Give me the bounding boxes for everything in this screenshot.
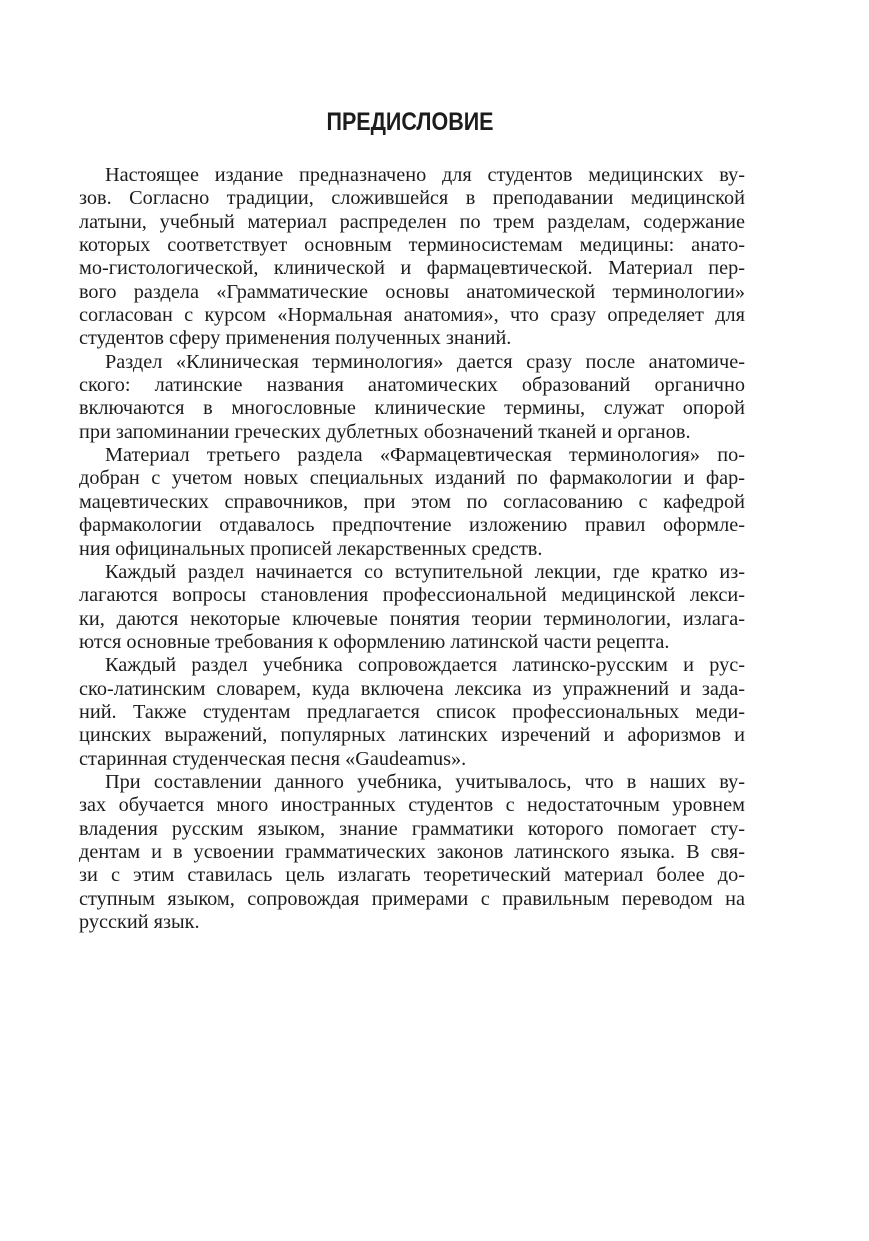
- text-line: зи с этим ставилась цель излагать теоретический материал более до-: [79, 864, 745, 887]
- text-line: согласован с курсом «Нормальная анатомия», что сразу определяет для: [79, 304, 745, 327]
- text-line: добран с учетом новых специальных изданий по фармакологии и фар-: [79, 467, 745, 490]
- preface-body: [79, 164, 745, 934]
- text-line: цинских выражений, популярных латинских изречений и афоризмов и: [79, 724, 745, 747]
- text-line: При составлении данного учебника, учитывалось, что в наших ву-: [105, 770, 745, 793]
- text-line: ний. Также студентам предлагается список профессиональных меди-: [79, 700, 745, 723]
- text-line: мацевтических справочников, при этом по согласованию с кафедрой: [79, 490, 745, 513]
- paragraph: [79, 561, 745, 654]
- text-line: ния официнальных прописей лекарственных средств.: [79, 537, 543, 560]
- text-line: Раздел «Клиническая терминология» дается сразу после анатомиче-: [105, 350, 745, 373]
- text-line: старинная студенческая песня «Gaudeamus».: [79, 747, 467, 770]
- text-line: Материал третьего раздела «Фармацевтическая терминология» по-: [105, 444, 745, 467]
- text-line: дентам и в усвоении грамматических законов латинского языка. В свя-: [79, 840, 745, 863]
- text-line: ступным языком, сопровождая примерами с правильным переводом на: [79, 887, 745, 910]
- text-line: зов. Согласно традиции, сложившейся в преподавании медицинской: [79, 187, 745, 210]
- paragraph: [79, 654, 745, 771]
- page-title: ПРЕДИСЛОВИЕ: [326, 108, 494, 136]
- text-line: мо-гистологической, клинической и фармацевтической. Материал пер-: [79, 257, 745, 280]
- text-line: фармакологии отдавалось предпочтение изложению правил оформле-: [79, 514, 745, 537]
- text-line: Каждый раздел учебника сопровождается латинско-русским и рус-: [105, 654, 745, 677]
- text-line: Каждый раздел начинается со вступительной лекции, где кратко из-: [105, 560, 745, 583]
- text-line: зах обучается много иностранных студентов с недостаточным уровнем: [79, 794, 745, 817]
- text-line: ки, даются некоторые ключевые понятия теории терминологии, излага-: [79, 607, 745, 630]
- text-line: ского: латинские названия анатомических образований органично: [79, 374, 745, 397]
- paragraph: [79, 351, 745, 444]
- text-line: владения русским языком, знание грамматики которого помогает сту-: [79, 817, 745, 840]
- paragraph: [79, 771, 745, 934]
- paragraph: [79, 444, 745, 561]
- text-line: студентов сферу применения полученных знаний.: [79, 327, 512, 350]
- text-line: при запоминании греческих дублетных обозначений тканей и органов.: [79, 420, 691, 443]
- text-line: русский язык.: [79, 911, 200, 933]
- text-line: вого раздела «Грамматические основы анатомической терминологии»: [79, 280, 745, 303]
- paragraph: [79, 164, 745, 351]
- text-line: лагаются вопросы становления профессиональной медицинской лекси-: [79, 584, 745, 607]
- text-line: включаются в многословные клинические термины, служат опорой: [79, 397, 745, 420]
- text-line: ско-латинским словарем, куда включена лексика из упражнений и зада-: [79, 677, 745, 700]
- text-line: ются основные требования к оформлению латинской части рецепта.: [79, 630, 670, 653]
- text-line: которых соответствует основным терминосистемам медицины: анато-: [79, 234, 745, 257]
- text-line: латыни, учебный материал распределен по трем разделам, содержание: [79, 210, 745, 233]
- text-line: Настоящее издание предназначено для студентов медицинских ву-: [105, 164, 745, 186]
